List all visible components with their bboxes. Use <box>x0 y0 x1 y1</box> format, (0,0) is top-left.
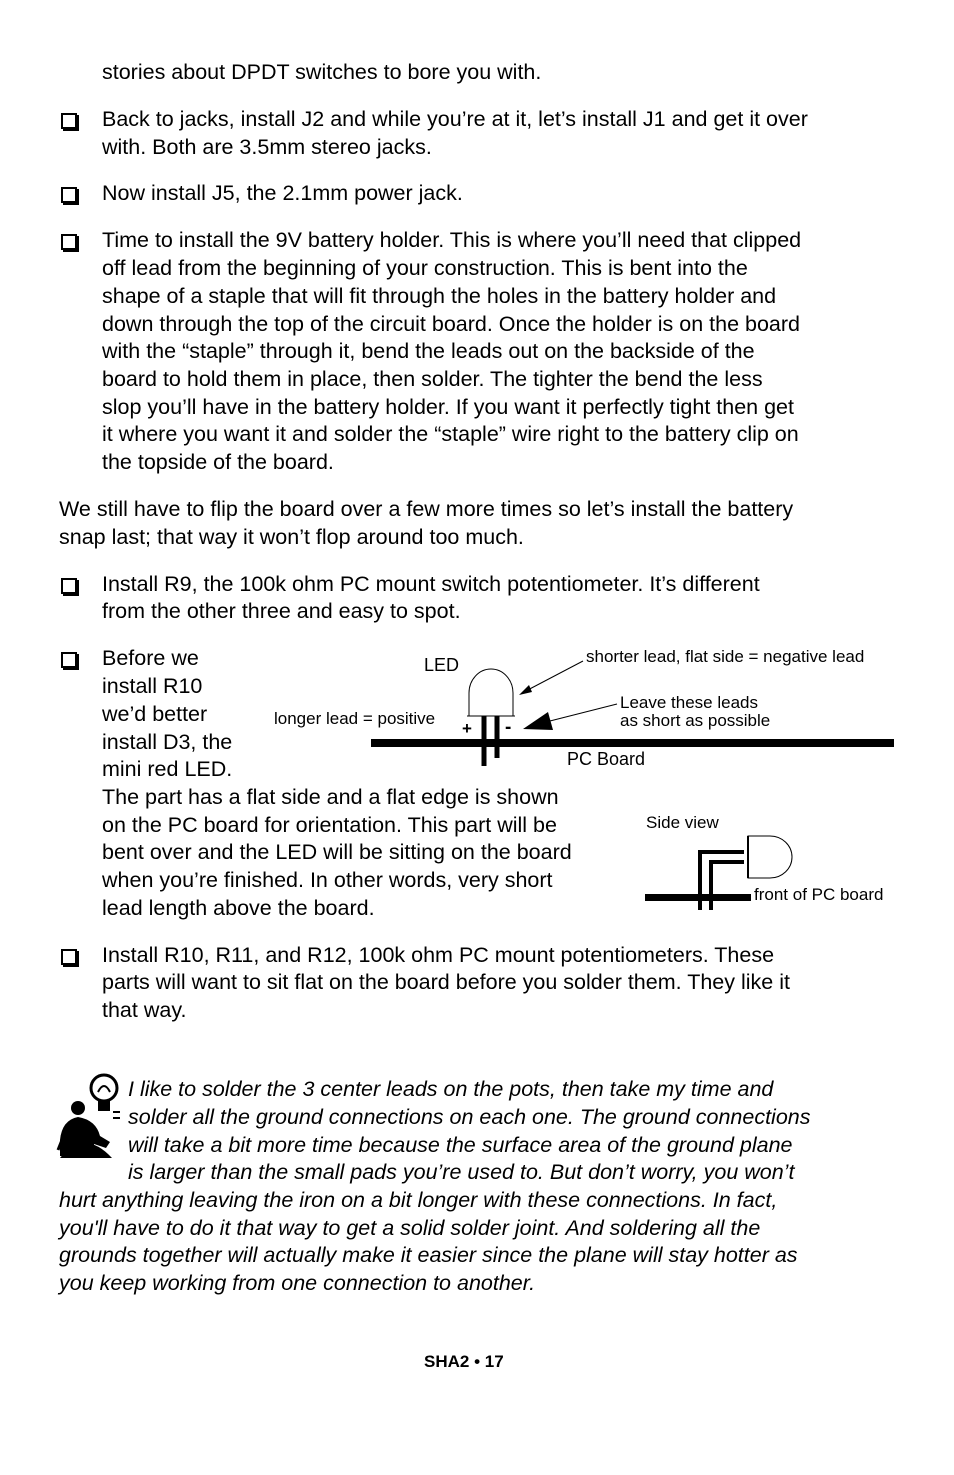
side-view-label: Side view <box>646 813 719 832</box>
text-line: down through the top of the circuit board. Once the holder is on the board <box>102 312 801 336</box>
minus-sign: - <box>505 717 512 738</box>
text-line: it where you want it and solder the “staple” wire right to the battery clip on <box>102 422 799 446</box>
text-line: parts will want to sit flat on the board before you solder them. They like it <box>102 970 790 994</box>
text-line: lead length above the board. <box>102 896 375 920</box>
tip-line: is larger than the small pads you’re used to. But don’t worry, you won’t <box>128 1160 795 1184</box>
text-line: the topside of the board. <box>102 450 334 474</box>
text-line: bent over and the LED will be sitting on the board <box>102 840 572 864</box>
text-line: that way. <box>102 998 187 1022</box>
text-line: from the other three and easy to spot. <box>102 599 461 623</box>
text-line: Before we <box>102 646 199 670</box>
text-line: stories about DPDT switches to bore you with. <box>102 60 542 84</box>
text-line: we’d better <box>102 702 208 726</box>
text-line: install D3, the <box>102 730 233 754</box>
tip-line: grounds together will actually make it easier since the plane will stay hotter as <box>59 1243 798 1267</box>
tip-line: I like to solder the 3 center leads on the pots, then take my time and <box>128 1077 774 1101</box>
pc-board-label: PC Board <box>567 749 646 769</box>
tip-line: will take a bit more time because the surface area of the ground plane <box>128 1133 793 1157</box>
text-line: off lead from the beginning of your construction. This is bent into the <box>102 256 748 280</box>
text-line: Install R10, R11, and R12, 100k ohm PC mount potentiometers. These <box>102 943 775 967</box>
text-line: install R10 <box>102 674 203 698</box>
text-line: slop you’ll have in the battery holder. If you want it perfectly tight then get <box>102 395 794 419</box>
text-line: with. Both are 3.5mm stereo jacks. <box>102 135 432 159</box>
text-line: on the PC board for orientation. This part will be <box>102 813 557 837</box>
tip-line: solder all the ground connections on each one. The ground connections <box>128 1105 811 1129</box>
shorter-lead-label: shorter lead, flat side = negative lead <box>586 647 865 666</box>
footer-page: 17 <box>484 1352 504 1371</box>
text-line: Now install J5, the 2.1mm power jack. <box>102 181 463 205</box>
text-line: snap last; that way it won’t flop around too much. <box>59 525 524 549</box>
text-line: shape of a staple that will fit through the holes in the battery holder and <box>102 284 777 308</box>
footer-bullet: • <box>474 1352 481 1371</box>
text-line: Back to jacks, install J2 and while you’re at it, let’s install J1 and get it over <box>102 107 808 131</box>
text-line: Install R9, the 100k ohm PC mount switch potentiometer. It’s different <box>102 572 760 596</box>
text-line: The part has a flat side and a flat edge is shown <box>102 785 559 809</box>
text-line: mini red LED. <box>102 757 233 781</box>
leave-leads-label: as short as possible <box>620 711 771 730</box>
text-line: Time to install the 9V battery holder. This is where you’ll need that clipped <box>102 228 802 252</box>
text-line: when you’re finished. In other words, very short <box>102 868 553 892</box>
longer-lead-label: longer lead = positive <box>274 709 436 728</box>
footer-doc: SHA2 <box>424 1352 470 1371</box>
tip-line: you keep working from one connection to another. <box>59 1271 536 1295</box>
tip-line: hurt anything leaving the iron on a bit longer with these connections. In fact, <box>59 1188 778 1212</box>
text-line: board to hold them in place, then solder. The tighter the bend the less <box>102 367 763 391</box>
page-footer <box>424 1352 504 1372</box>
plus-sign: + <box>462 719 472 738</box>
leave-leads-label: Leave these leads <box>620 693 758 712</box>
front-board-label: front of PC board <box>754 885 884 904</box>
tip-line: you'll have to do it that way to get a solid solder joint. And soldering all the <box>59 1216 761 1240</box>
text-line: We still have to flip the board over a few more times so let’s install the battery <box>59 497 794 521</box>
led-label: LED <box>424 655 460 675</box>
text-line: with the “staple” through it, bend the leads out on the backside of the <box>102 339 755 363</box>
